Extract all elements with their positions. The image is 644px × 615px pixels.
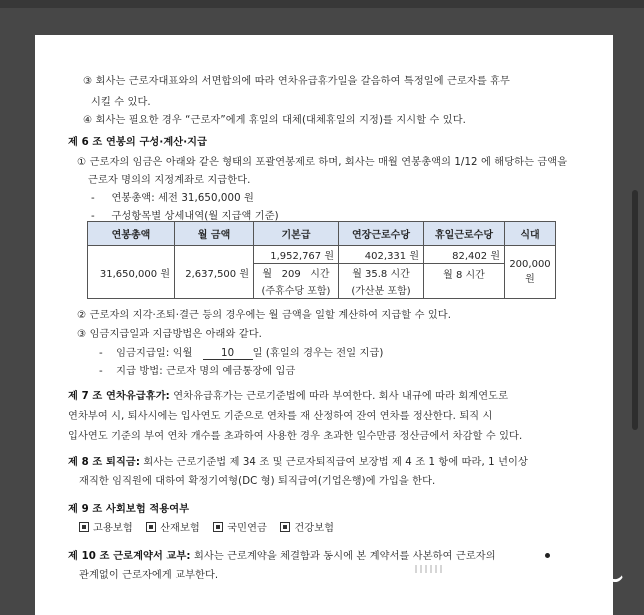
article-6-p1-line2: 근로자 명의의 지정계좌로 지급한다. [88, 175, 251, 186]
checked-box-icon [280, 522, 290, 532]
pay-day: - 임금지급일: 익월 10 일 (휴일의 경우는 전일 지급) [99, 348, 384, 359]
viewer-top-strip [0, 0, 644, 8]
article-10-line1: 제 10 조 근로계약서 교부: 회사는 근로계약을 체결함과 동시에 본 계약서를 사본하여 근로자의 [68, 551, 496, 562]
paragraph-3-line2: 시킬 수 있다. [91, 97, 151, 108]
insurance-list [79, 519, 344, 534]
article-8-line1: 제 8 조 퇴직금: 회사는 근로기준법 제 34 조 및 근로자퇴직급여 보장법 제 4 조 1 항에 따라, 1 년이상 [68, 457, 528, 468]
scan-artifact-dot [545, 553, 550, 558]
article-8-title: 제 8 조 퇴직금: [68, 457, 141, 468]
article-7-line1: 제 7 조 연차유급휴가: 연차유급휴가는 근로기준법에 따라 부여한다. 회사 내규에 따라 회계연도로 [68, 391, 509, 402]
insurance-national-pension: 국민연금 [213, 523, 267, 534]
header-annual-total: 연봉총액 [88, 222, 175, 246]
bullet-breakdown: - 구성항목별 상세내역(월 지급액 기준) [91, 211, 279, 222]
article-7-line2: 연차부여 시, 퇴사시에는 입사연도 기준으로 연차를 재 산정하여 잔여 연차를 정산한다. 퇴직 시 [68, 411, 493, 422]
article-7-title: 제 7 조 연차유급휴가: [68, 391, 170, 402]
pay-day-value: 10 [203, 348, 253, 360]
checked-box-icon [146, 522, 156, 532]
header-holiday-pay: 휴일근로수당 [424, 222, 505, 246]
cell-annual-total: 31,650,000 원 [88, 246, 175, 299]
cell-base-pay-hours: 월 209 시간 [254, 264, 339, 282]
scan-artifact [415, 565, 445, 573]
checked-box-icon [213, 522, 223, 532]
header-overtime-pay: 연장근로수당 [339, 222, 424, 246]
bullet-annual-total: - 연봉총액: 세전 31,650,000 원 [91, 193, 254, 204]
header-base-pay: 기본급 [254, 222, 339, 246]
insurance-industrial-accident: 산재보험 [146, 523, 200, 534]
article-9-title: 제 9 조 사회보험 적용여부 [68, 504, 190, 515]
table-header-row [88, 222, 556, 246]
cell-monthly-amount: 2,637,500 원 [175, 246, 254, 299]
cell-holiday-hours: 월 8 시간 [424, 264, 505, 299]
cell-base-pay-amount: 1,952,767 원 [254, 246, 339, 264]
cell-meal-allowance: 200,000 원 [505, 246, 556, 299]
article-6-title: 제 6 조 연봉의 구성·계산·지급 [68, 137, 208, 148]
article-10-line2: 관계없이 근로자에게 교부한다. [79, 570, 219, 581]
article-7-line3: 입사연도 기준의 부여 연차 개수를 초과하여 사용한 경우 초과한 일수만큼 정산금에서 차감할 수 있다. [68, 431, 523, 442]
handwriting-mark: ~ [593, 557, 631, 603]
header-monthly-amount: 월 금액 [175, 222, 254, 246]
insurance-health: 건강보험 [280, 523, 334, 534]
document-page [35, 35, 613, 615]
insurance-employment: 고용보험 [79, 523, 133, 534]
wage-breakdown-table [87, 221, 556, 299]
cell-overtime-hours: 월 35.8 시간 [339, 264, 424, 282]
paragraph-4: ④ 회사는 필요한 경우 “근로자”에게 휴일의 대체(대체휴일의 지정)를 지시할 수 있다. [83, 115, 466, 126]
paragraph-3-line1: ③ 회사는 근로자대표와의 서면합의에 따라 연차유급휴가일을 갈음하여 특정일에 근로자를 휴무 [83, 76, 510, 87]
checked-box-icon [79, 522, 89, 532]
cell-overtime-note: (가산분 포함) [339, 281, 424, 299]
header-meal-allowance: 식대 [505, 222, 556, 246]
vertical-scrollbar[interactable] [632, 190, 638, 430]
cell-base-pay-note: (주휴수당 포함) [254, 281, 339, 299]
article-10-title: 제 10 조 근로계약서 교부: [68, 551, 191, 562]
pay-method: - 지급 방법: 근로자 명의 예금통장에 입금 [99, 366, 296, 377]
cell-overtime-amount: 402,331 원 [339, 246, 424, 264]
cell-holiday-amount: 82,402 원 [424, 246, 505, 264]
article-8-line2: 재직한 임직원에 대하여 확정기여형(DC 형) 퇴직급여(기업은행)에 가입을 한다. [79, 476, 436, 487]
article-6-p2: ② 근로자의 지각·조퇴·결근 등의 경우에는 월 금액을 일할 계산하여 지급할 수 있다. [77, 310, 452, 321]
article-6-p3: ③ 임금지급일과 지급방법은 아래와 같다. [77, 329, 262, 340]
article-6-p1-line1: ① 근로자의 임금은 아래와 같은 형태의 포괄연봉제로 하며, 회사는 매월 연봉총액의 1/12 에 해당하는 금액을 [77, 157, 568, 168]
table-row [88, 246, 556, 264]
